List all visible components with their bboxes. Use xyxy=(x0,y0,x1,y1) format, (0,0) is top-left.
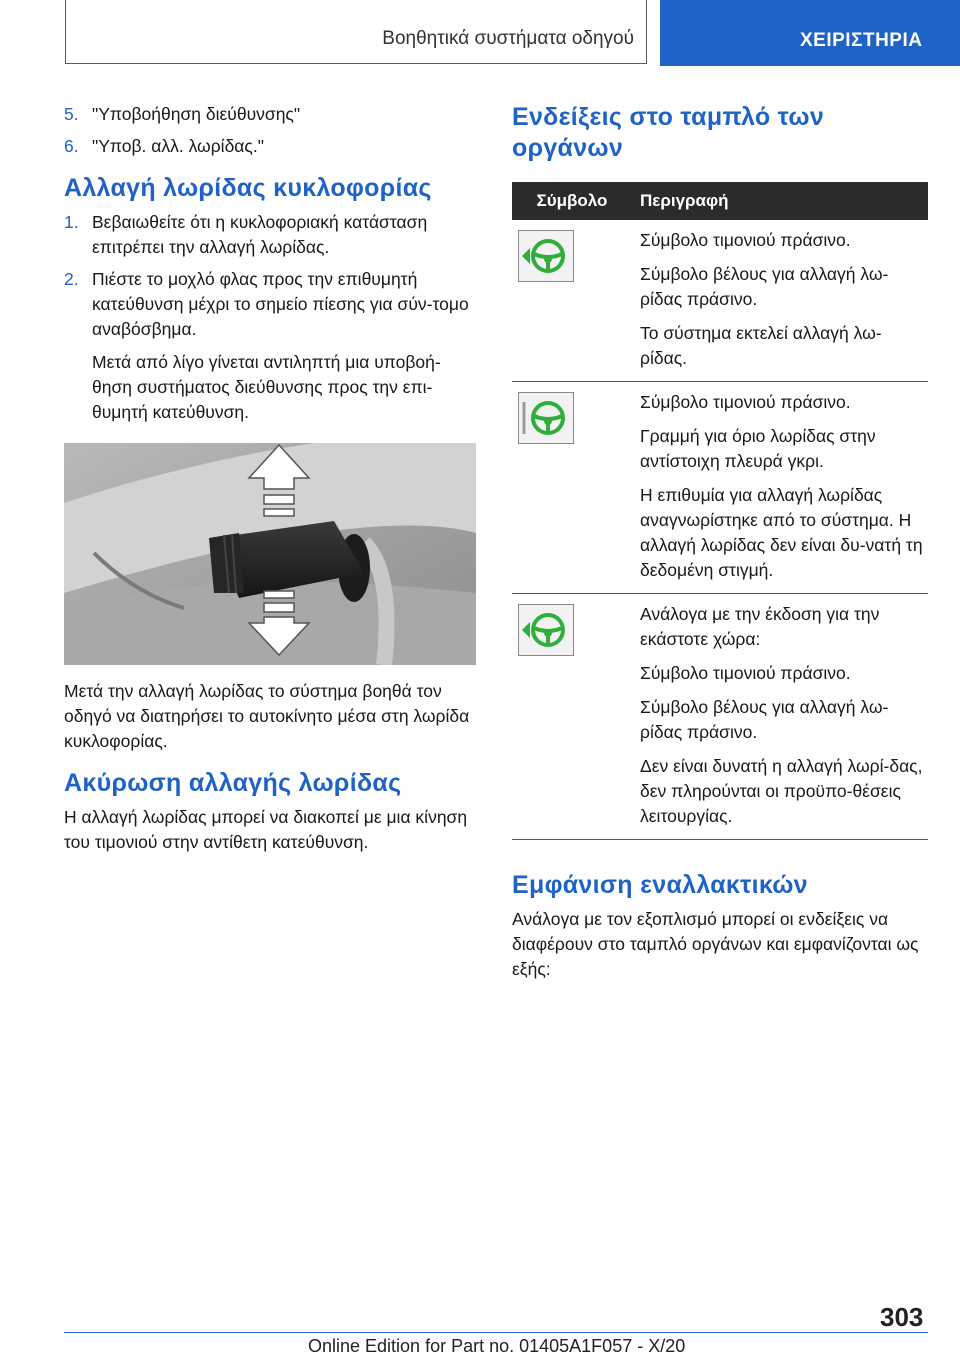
heading-indications: Ενδείξεις στο ταμπλό των οργάνων xyxy=(512,103,825,162)
col-header-symbol: Σύμβολο xyxy=(512,182,632,220)
list-item: 2. Πιέστε το μοχλό φλας προς την επιθυμητή κατεύθυνση μέχρι το σημείο πίεσης για σύν‐τομο αναβόσβημα. Μετά από λίγο γίνεται αντιληπτή μια υποβοή‐θηση συστήματος διεύθυνσης προς την επι‐θυμητή κατεύθυνση. xyxy=(64,267,476,425)
turn-signal-lever-photo xyxy=(64,443,476,665)
display-text: Ανάλογα με τον εξοπλισμό μπορεί οι ενδείξεις να διαφέρουν στο ταμπλό οργάνων και εμφανίζονται ως εξής: xyxy=(512,909,919,979)
chapter-tab[interactable]: ΧΕΙΡΙΣΤΗΡΙΑ xyxy=(660,0,960,66)
steering-wheel-arrow-icon xyxy=(518,604,574,656)
heading-cancel: Ακύρωση αλλαγής λωρίδας xyxy=(64,769,402,797)
steering-wheel-arrow-icon xyxy=(518,230,574,282)
header-frame xyxy=(65,0,647,64)
list-item: 1. Βεβαιωθείτε ότι η κυκλοφοριακή κατάσταση επιτρέπει την αλλαγή λωρίδας. xyxy=(64,212,428,257)
edition-text: Online Edition for Part no. 01405A1F057 - X/20 xyxy=(308,1336,686,1356)
table-row: Σύμβολο τιμονιού πράσινο. Γραμμή για όριο λωρίδας στην αντίστοιχη πλευρά γκρι. Η επιθυμία για αλλαγή λωρίδας αναγνωρίστηκε από το σύστημα. Η αλλαγή λωρίδας δεν είναι δυ‐νατή τη δεδομένη στιγμή. xyxy=(512,382,928,594)
table-row: Σύμβολο τιμονιού πράσινο. Σύμβολο βέλους για αλλαγή λω‐ρίδας πράσινο. Το σύστημα εκτελεί αλλαγή λω‐ρίδας. xyxy=(512,220,928,382)
footer-rule xyxy=(64,1332,928,1333)
top-list xyxy=(64,102,476,159)
page-number: 303 xyxy=(880,1302,924,1332)
heading-lane-change: Αλλαγή λωρίδας κυκλοφορίας xyxy=(64,174,432,202)
left-column xyxy=(64,102,476,863)
cancel-text: Η αλλαγή λωρίδας μπορεί να διακοπεί με μια κίνηση του τιμονιού στην αντίθετη κατεύθυνση. xyxy=(64,807,468,852)
col-header-description: Περιγραφή xyxy=(632,182,928,220)
table-row: Ανάλογα με την έκδοση για την εκάστοτε χώρα: Σύμβολο τιμονιού πράσινο. Σύμβολο βέλους για αλλαγή λω‐ρίδας πράσινο. Δεν είναι δυνατή η αλλαγή λωρί‐δας, δεν πληρούνται οι προϋπο‐θέσεις λειτουργίας. xyxy=(512,594,928,840)
section-title: Βοηθητικά συστήματα οδηγού xyxy=(382,28,634,49)
list-item: 5. "Υποβοήθηση διεύθυνσης" xyxy=(64,104,301,124)
steps-list xyxy=(64,210,476,425)
after-change-text: Μετά την αλλαγή λωρίδας το σύστημα βοηθά τον οδηγό να διατηρήσει το αυτοκίνητο μέσα στη λωρίδα κυκλοφορίας. xyxy=(64,681,470,751)
steering-wheel-lane-line-icon xyxy=(518,392,574,444)
right-column xyxy=(512,102,928,990)
step-note: Μετά από λίγο γίνεται αντιληπτή μια υποβοή‐θηση συστήματος διεύθυνσης προς την επι‐θυμητή κατεύθυνση. xyxy=(92,352,441,422)
list-item: 6. "Υποβ. αλλ. λωρίδας." xyxy=(64,136,264,156)
indications-table xyxy=(512,182,928,840)
heading-display: Εμφάνιση εναλλακτικών xyxy=(512,871,808,899)
